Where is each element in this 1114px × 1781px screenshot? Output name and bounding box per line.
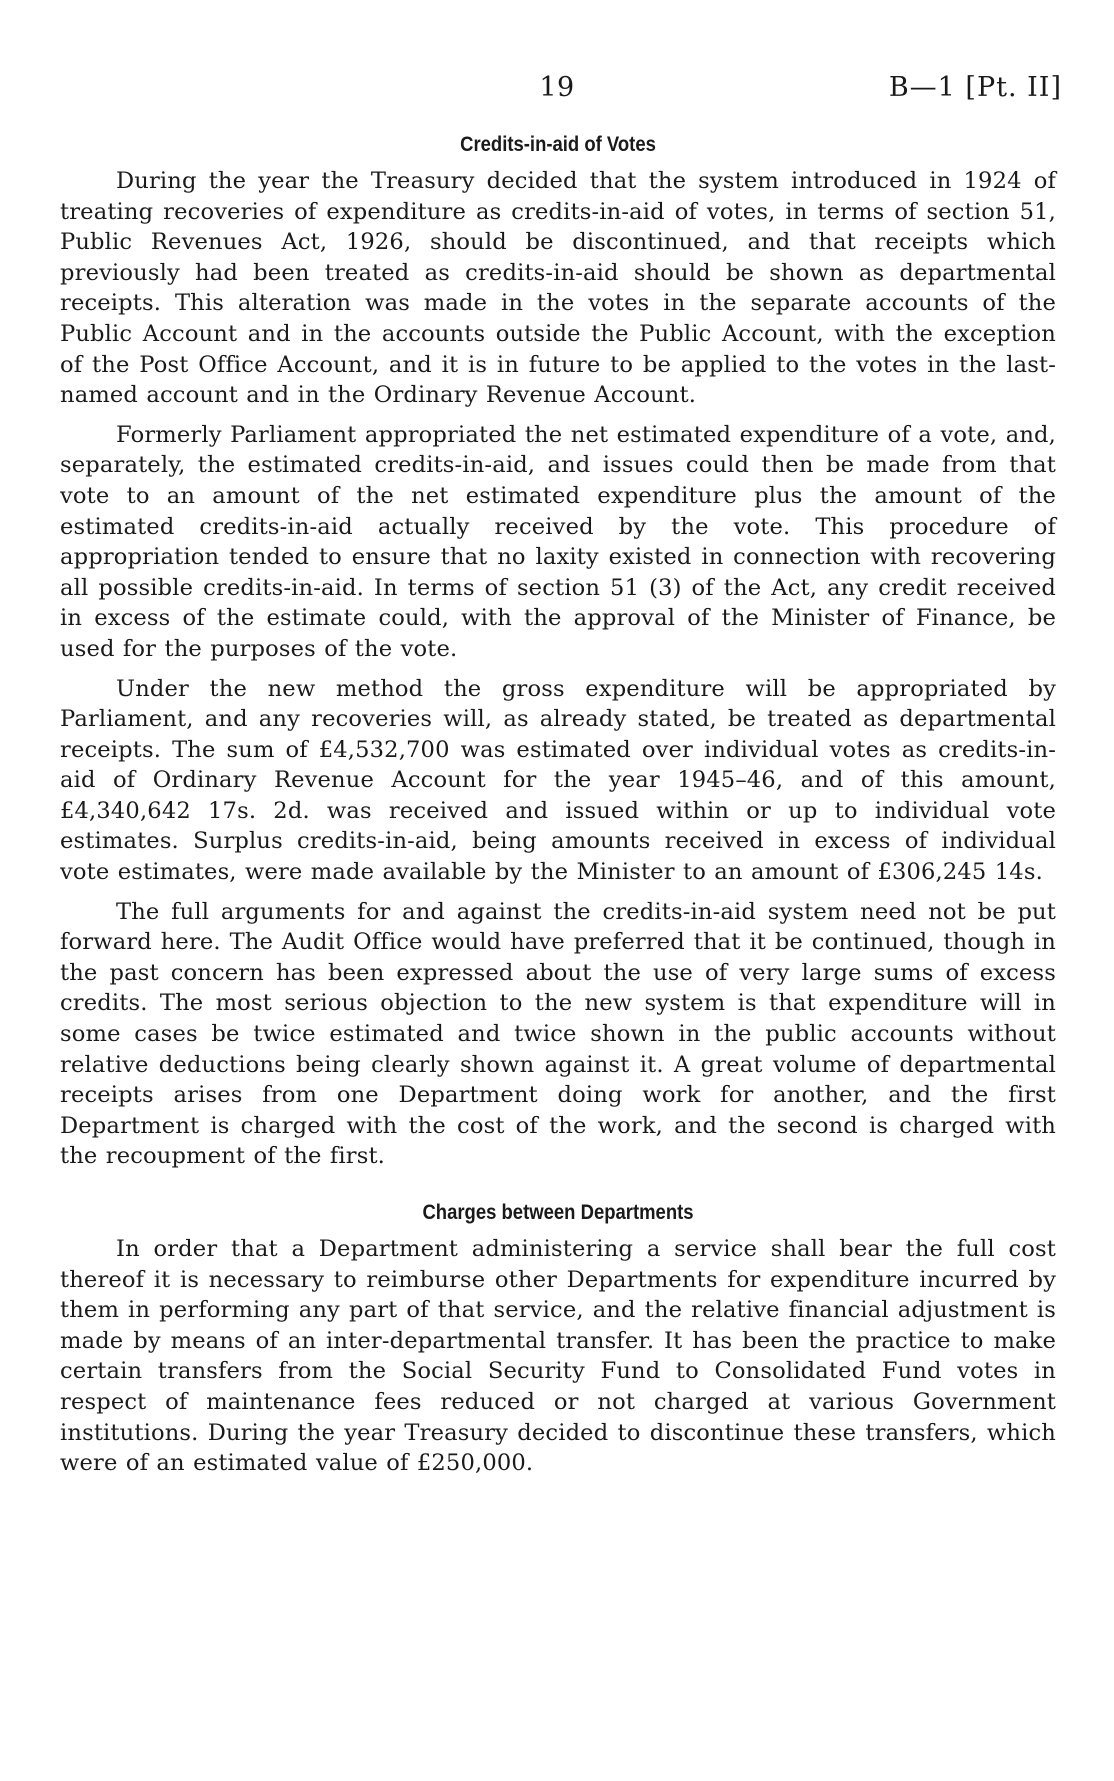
paragraph-credits-2: Formerly Parliament appropriated the net estimated expenditure of a vote, and, separately, the estimated credits-in-aid, and issues could then be made from that vote to an amount of the net estimated expenditure plus the amount of the estimated credits-in-aid actually received by the vote. This procedure of appropriation tended to ensure that no laxity existed in connection with recovering all possible credits-in-aid. In terms of section 51 (3) of the Act, any credit received in excess of the estimate could, with the approval of the Minister of Finance, be used for the purposes of the vote. bbox=[60, 421, 1056, 662]
section-heading-charges-between-departments: Charges between Departments bbox=[422, 1201, 694, 1224]
page-body bbox=[60, 130, 1056, 1488]
paragraph-charges-1: In order that a Department administering a service shall bear the full cost thereof it is necessary to reimburse other Departments for expenditure incurred by them in performing any part of that service, and the relative financial adjustment is made by means of an inter-departmental transfer. It has been the practice to make certain transfers from the Social Security Fund to Consolidated Fund votes in respect of maintenance fees reduced or not charged at various Government institutions. During the year Treasury decided to discontinue these transfers, which were of an estimated value of £250,000. bbox=[60, 1236, 1056, 1477]
paragraph-credits-4: The full arguments for and against the credits-in-aid system need not be put forward here. The Audit Office would have preferred that it be continued, though in the past concern has been expressed about the use of very large sums of excess credits. The most serious objection to the new system is that expenditure will in some cases be twice estimated and twice shown in the public accounts without relative deductions being clearly shown against it. A great volume of departmental receipts arises from one Department doing work for another, and the first Department is charged with the cost of the work, and the second is charged with the recoupment of the first. bbox=[60, 898, 1056, 1170]
document-reference: B—1 [Pt. II] bbox=[888, 72, 1062, 103]
page-number: 19 bbox=[539, 72, 575, 103]
section-heading-credits-in-aid: Credits-in-aid of Votes bbox=[460, 133, 656, 156]
paragraph-credits-1: During the year the Treasury decided that the system introduced in 1924 of treating recoveries of expenditure as credits-in-aid of votes, in terms of section 51, Public Revenues Act, 1926, should be discontinued, and that receipts which previously had been treated as credits-in-aid should be shown as departmental receipts. This alteration was made in the votes in the separate accounts of the Public Account and in the accounts outside the Public Account, with the exception of the Post Office Account, and it is in future to be applied to the votes in the last-named account and in the Ordinary Revenue Account. bbox=[60, 168, 1056, 409]
paragraph-credits-3: Under the new method the gross expenditure will be appropriated by Parliament, and any recoveries will, as already stated, be treated as departmental receipts. The sum of £4,532,700 was estimated over individual votes as credits-in-aid of Ordinary Revenue Account for the year 1945–46, and of this amount, £4,340,642 17s. 2d. was received and issued within or up to individual vote estimates. Surplus credits-in-aid, being amounts received in excess of individual vote estimates, were made available by the Minister to an amount of £306,245 14s. bbox=[60, 675, 1056, 886]
